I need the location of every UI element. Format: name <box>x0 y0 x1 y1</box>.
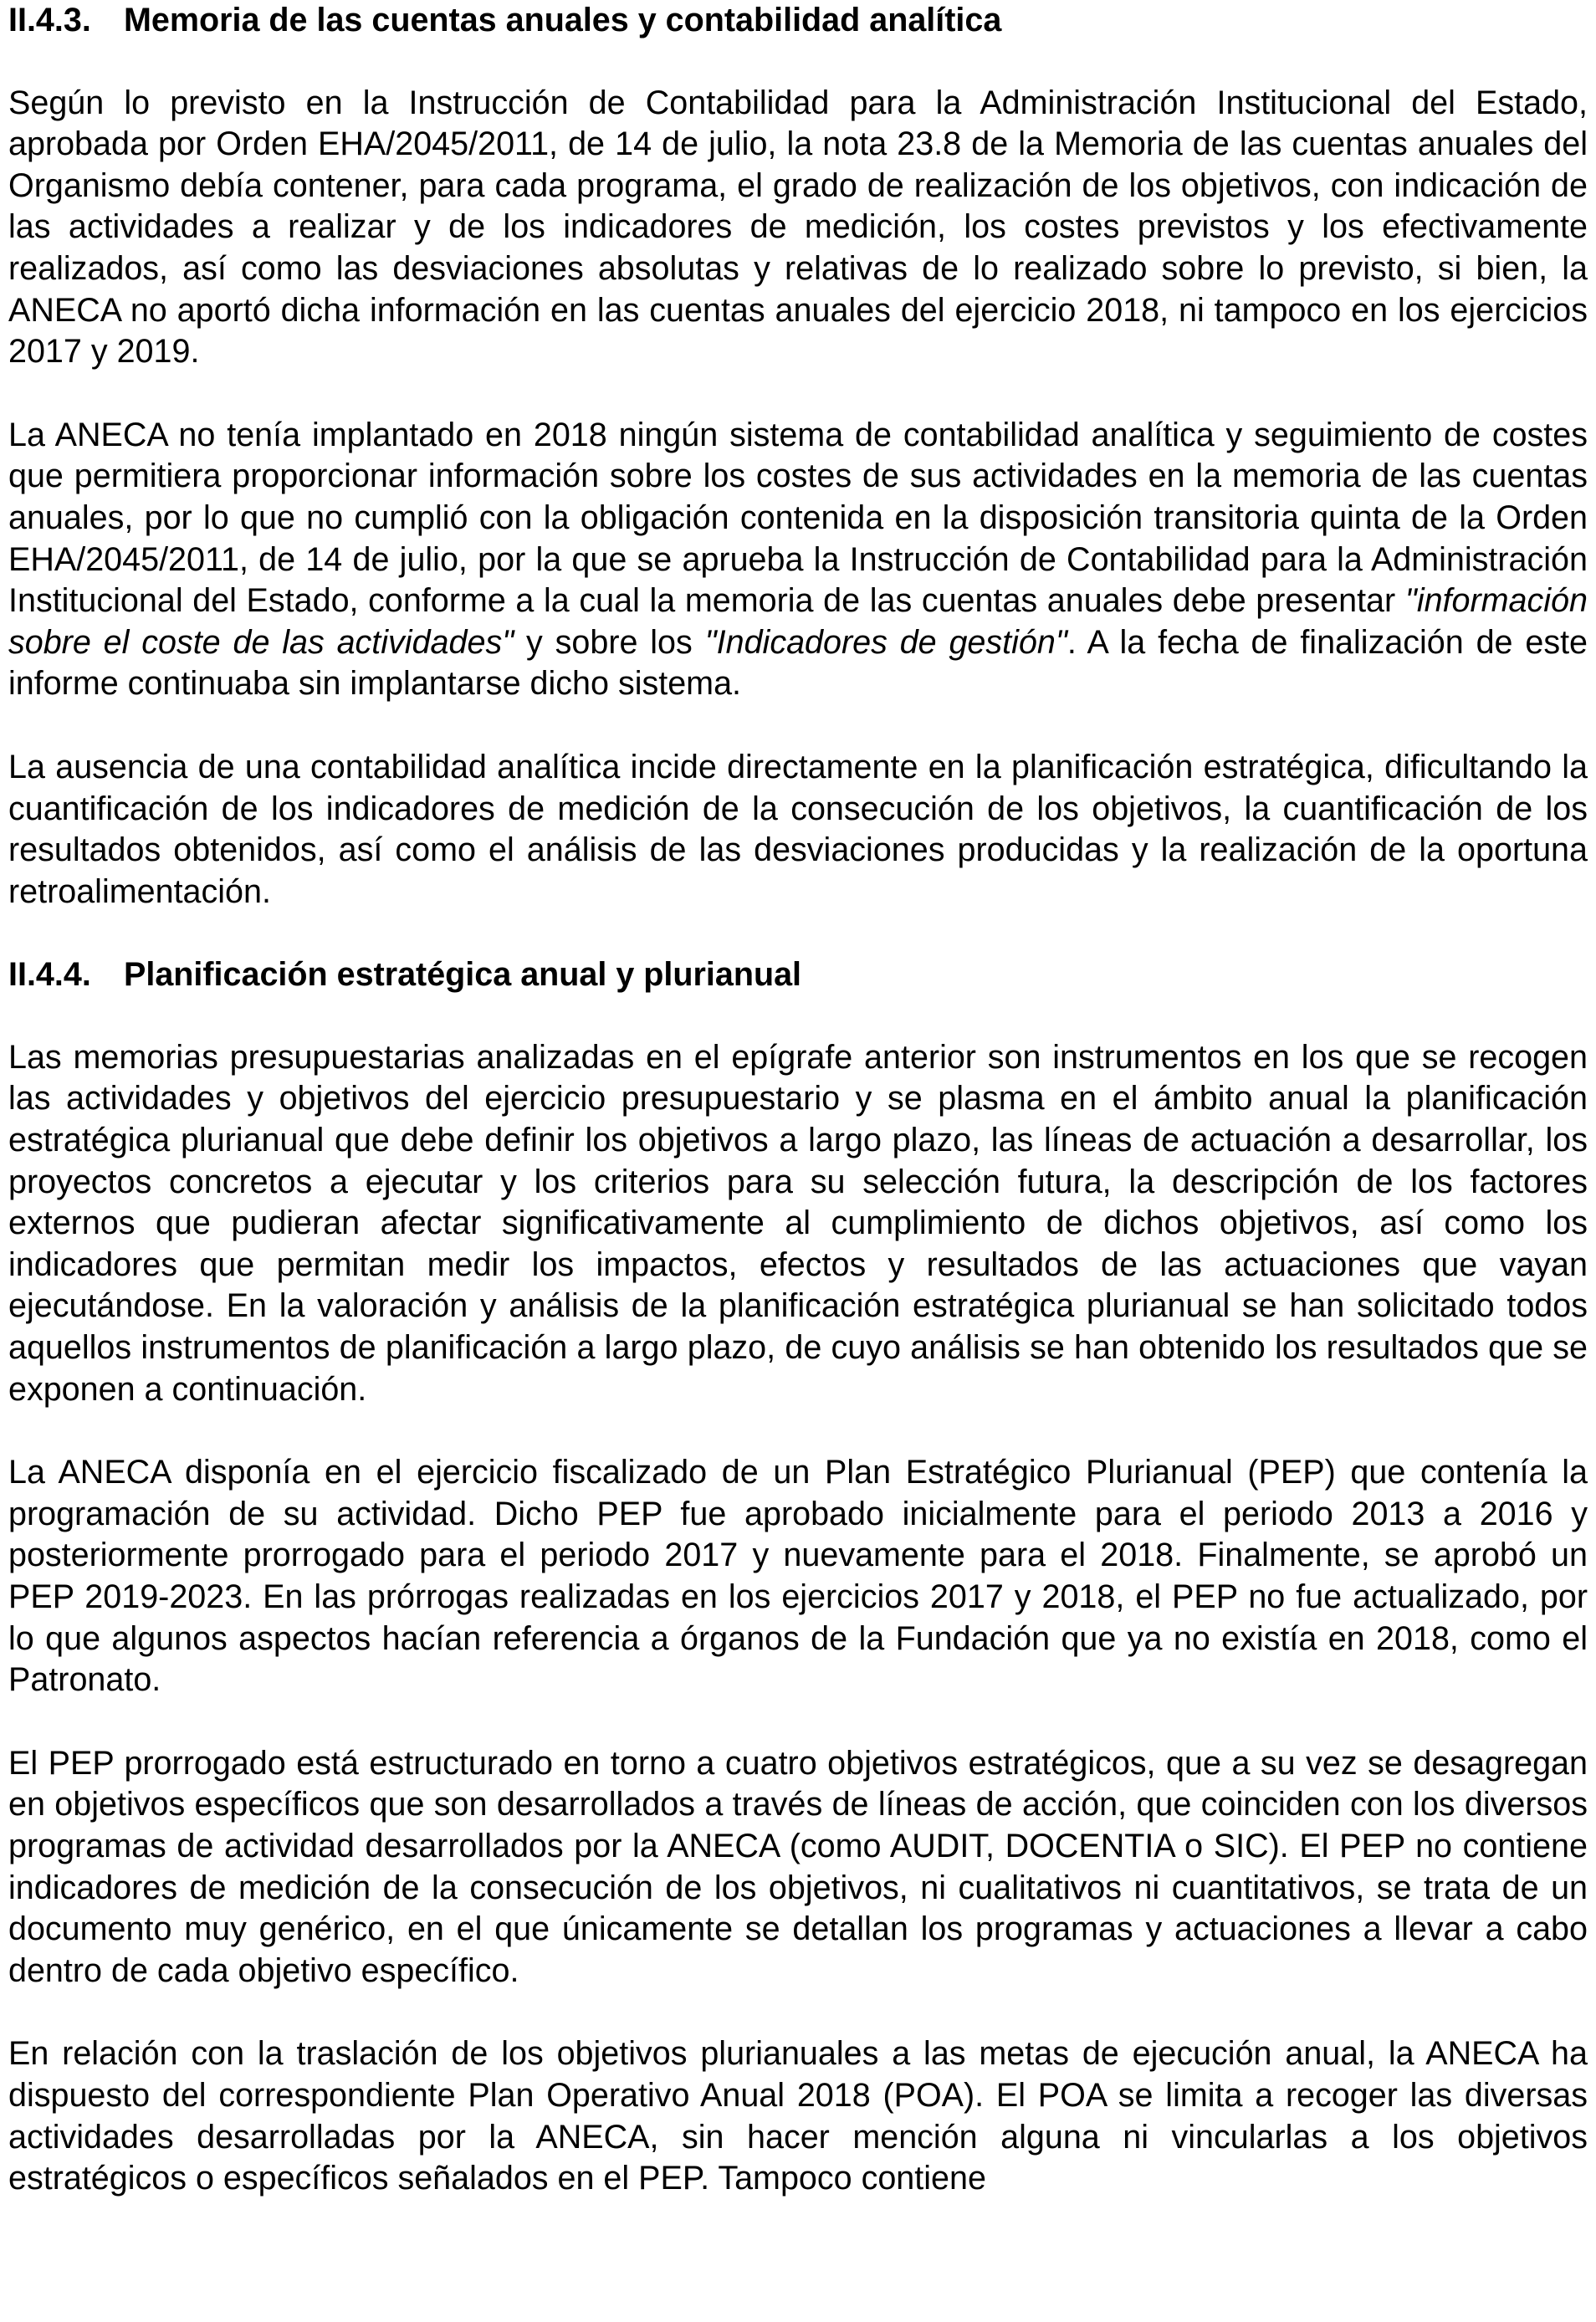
section-number: II.4.4. <box>8 956 91 994</box>
italic-quote: "Indicadores de gestión" <box>704 623 1067 661</box>
paragraph-text: . A la fecha de finalización de este informe continuaba sin implantarse dicho sistema. <box>8 623 1588 703</box>
section-number: II.4.3. <box>8 2 91 38</box>
paragraph-contabilidad-analitica <box>8 415 1588 705</box>
document-page <box>8 0 1588 2200</box>
paragraph-text: y sobre los <box>514 623 705 661</box>
section-title: Planificación estratégica anual y plurianual <box>124 956 802 994</box>
paragraph-pep-estructura: El PEP prorrogado está estructurado en torno a cuatro objetivos estratégicos, que a su vez se desagregan en objetivos específicos que son desarrollados a través de líneas de acción, que coinciden con los diversos programas de actividad desarrollados por la ANECA (como AUDIT, DOCENTIA o SIC). El PEP no contiene indicadores de medición de la consecución de los objetivos, ni cualitativos ni cuantitativos, se trata de un documento muy genérico, en el que únicamente se detallan los programas y actuaciones a llevar a cabo dentro de cada objetivo específico. <box>8 1744 1588 1989</box>
paragraph-plan-operativo: En relación con la traslación de los objetivos plurianuales a las metas de ejecución anual, la ANECA ha dispuesto del correspondiente Plan Operativo Anual 2018 (POA). El POA se limita a recoger las diversas actividades desarrolladas por la ANECA, sin hacer mención alguna ni vincularlas a los objetivos estratégicos o específicos señalados en el PEP. Tampoco contiene <box>8 2035 1588 2197</box>
paragraph-plan-estrategico: La ANECA disponía en el ejercicio fiscalizado de un Plan Estratégico Plurianual (PEP) que contenía la programación de su actividad. Dicho PEP fue aprobado inicialmente para el periodo 2013 a 2016 y posteriormente prorrogado para el periodo 2017 y nuevamente para el 2018. Finalmente, se aprobó un PEP 2019-2023. En las prórrogas realizadas en los ejercicios 2017 y 2018, el PEP no fue actualizado, por lo que algunos aspectos hacían referencia a órganos de la Fundación que ya no existía en 2018, como el Patronato. <box>8 1454 1588 1699</box>
paragraph-text: La ANECA no tenía implantado en 2018 ningún sistema de contabilidad analítica y seguimiento de costes que permitiera proporcionar información sobre los costes de sus actividades en la memoria de las cuentas anuales, por lo que no cumplió con la obligación contenida en la disposición transitoria quinta de la Orden EHA/2045/2011, de 14 de julio, por la que se aprueba la Instrucción de Contabilidad para la Administración Institucional del Estado, conforme a la cual la memoria de las cuentas anuales debe presentar <box>8 416 1588 620</box>
section-heading-ii-4-3 <box>8 0 1588 42</box>
paragraph-ausencia-contabilidad: La ausencia de una contabilidad analítica incide directamente en la planificación estratégica, dificultando la cuantificación de los indicadores de medición de la consecución de los objetivos, la cuantificación de los resultados obtenidos, así como el análisis de las desviaciones producidas y la realización de la oportuna retroalimentación. <box>8 748 1588 910</box>
paragraph-memorias-presupuestarias: Las memorias presupuestarias analizadas en el epígrafe anterior son instrumentos en los que se recogen las actividades y objetivos del ejercicio presupuestario y se plasma en el ámbito anual la planificación estratégica plurianual que debe definir los objetivos a largo plazo, las líneas de actuación a desarrollar, los proyectos concretos a ejecutar y los criterios para su selección futura, la descripción de los factores externos que pudieran afectar significativamente al cumplimiento de dichos objetivos, así como los indicadores que permitan medir los impactos, efectos y resultados de las actuaciones que vayan ejecutándose. En la valoración y análisis de la planificación estratégica plurianual se han solicitado todos aquellos instrumentos de planificación a largo plazo, de cuyo análisis se han obtenido los resultados que se exponen a continuación. <box>8 1038 1588 1408</box>
italic-quote: "información sobre el coste de las actividades" <box>8 582 1588 661</box>
section-heading-ii-4-4 <box>8 954 1588 996</box>
paragraph-memoria-nota: Según lo previsto en la Instrucción de Contabilidad para la Administración Institucional del Estado, aprobada por Orden EHA/2045/2011, de 14 de julio, la nota 23.8 de la Memoria de las cuentas anuales del Organismo debía contener, para cada programa, el grado de realización de los objetivos, con indicación de las actividades a realizar y de los indicadores de medición, los costes previstos y los efectivamente realizados, así como las desviaciones absolutas y relativas de lo realizado sobre lo previsto, si bien, la ANECA no aportó dicha información en las cuentas anuales del ejercicio 2018, ni tampoco en los ejercicios 2017 y 2019. <box>8 84 1588 371</box>
section-title: Memoria de las cuentas anuales y contabilidad analítica <box>124 2 1002 38</box>
